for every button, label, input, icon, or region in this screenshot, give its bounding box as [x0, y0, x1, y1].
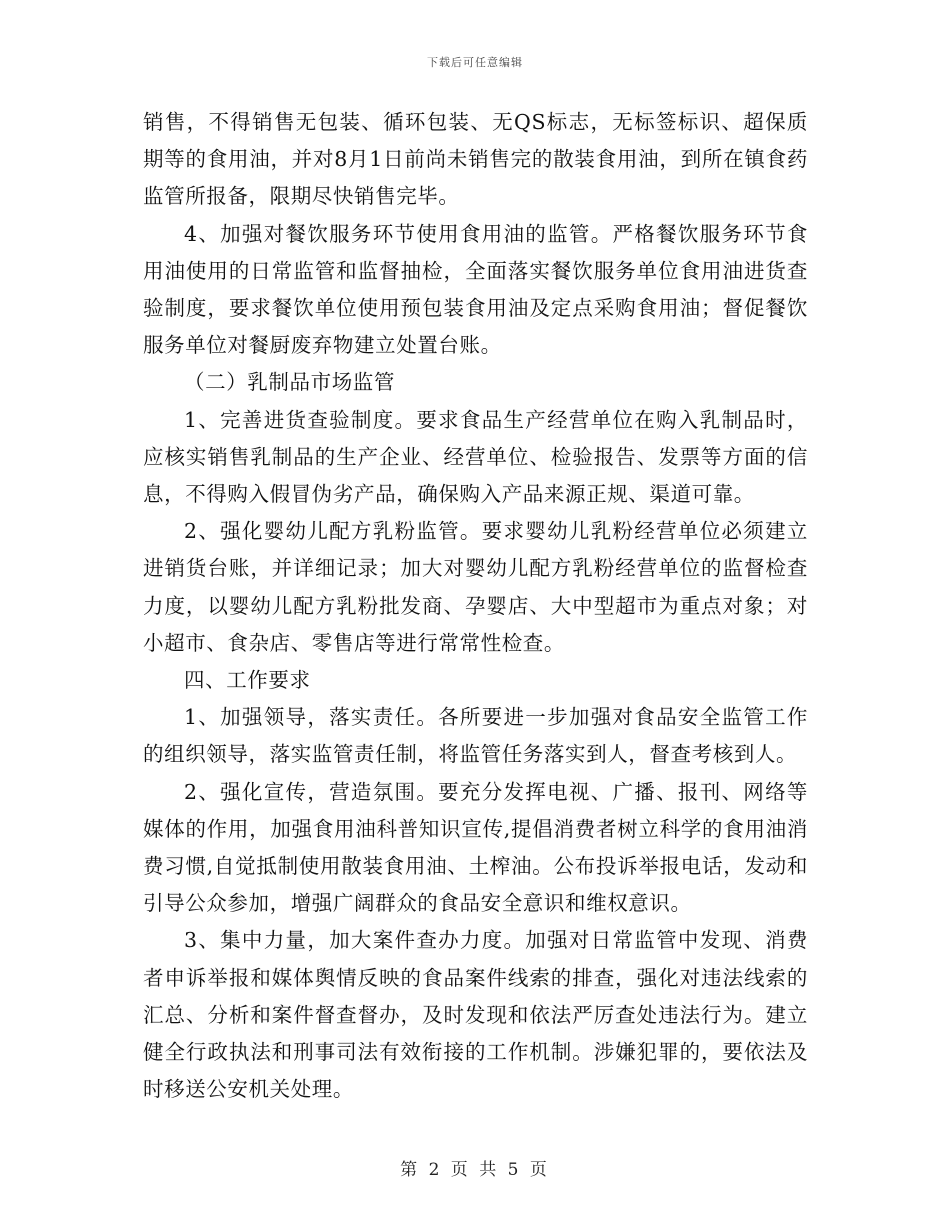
section-heading-dairy: （二）乳制品市场监管 [184, 370, 395, 395]
paragraph-dairy-item-1: 1、完善进货查验制度。要求食品生产经营单位在购入乳制品时，应核实销售乳制品的生产企业、经营单位、检验报告、发票等方面的信息，不得购入假冒伪劣产品，确保购入产品来源正规、渠道可靠。 [143, 407, 808, 507]
paragraph-requirement-2: 2、强化宣传，营造氛围。要充分发挥电视、广播、报刊、网络等媒体的作用，加强食用油科普知识宣传,提倡消费者树立科学的食用油消费习惯,自觉抵制使用散装食用油、土榨油。公布投诉举报电话，发动和引导公众参加，增强广阔群众的食品安全意识和维权意识。 [143, 779, 808, 916]
section-heading-requirements: 四、工作要求 [184, 668, 311, 693]
paragraph-requirement-1: 1、加强领导，落实责任。各所要进一步加强对食品安全监管工作的组织领导，落实监管责任制，将监管任务落实到人，督查考核到人。 [143, 705, 808, 767]
page-number: 第 2 页 共 5 页 [400, 1160, 550, 1180]
paragraph-requirement-3: 3、集中力量，加大案件查办力度。加强对日常监管中发现、消费者申诉举报和媒体舆情反映的食品案件线索的排查，强化对违法线索的汇总、分析和案件督查督办，及时发现和依法严厉查处违法行为。建立健全行政执法和刑事司法有效衔接的工作机制。涉嫌犯罪的，要依法及时移送公安机关处理。 [143, 928, 808, 1102]
paragraph-dairy-item-2: 2、强化婴幼儿配方乳粉监管。要求婴幼儿乳粉经营单位必须建立进销货台账，并详细记录；加大对婴幼儿配方乳粉经营单位的监督检查力度，以婴幼儿配方乳粉批发商、孕婴店、大中型超市为重点对象；对小超市、食杂店、零售店等进行常常性检查。 [143, 519, 808, 655]
paragraph-continuation: 销售，不得销售无包装、循环包装、无QS标志，无标签标识、超保质期等的食用油，并对8月1日前尚未销售完的散装食用油，到所在镇食药监管所报备，限期尽快销售完毕。 [143, 110, 808, 209]
paragraph-item-4: 4、加强对餐饮服务环节使用食用油的监管。严格餐饮服务环节食用油使用的日常监管和监督抽检，全面落实餐饮服务单位食用油进货查验制度，要求餐饮单位使用预包装食用油及定点采购食用油；督促餐饮服务单位对餐厨废弃物建立处置台账。 [143, 221, 808, 358]
document-body [143, 104, 808, 1108]
page-header-note: 下载后可任意编辑 [427, 56, 523, 69]
